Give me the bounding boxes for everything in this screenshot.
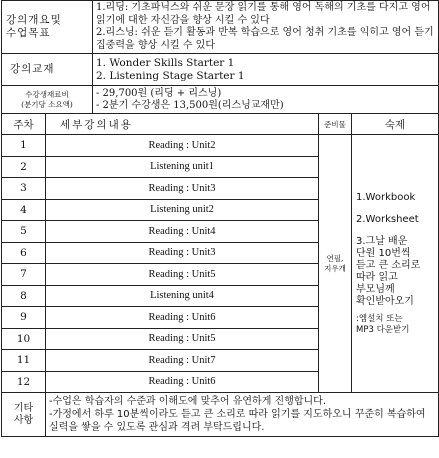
textbook-item-1: 1. Wonder Skills Starter 1 bbox=[96, 57, 235, 69]
week-content: Reading : Unit6 bbox=[46, 307, 319, 329]
homework-item-2: 2.Worksheet bbox=[356, 214, 419, 225]
homework-item-3-line4: 따라 읽고 bbox=[356, 272, 398, 283]
textbook-list-cell bbox=[93, 54, 439, 86]
week-number: 3 bbox=[2, 178, 46, 200]
week-content: Reading : Unit4 bbox=[46, 221, 319, 243]
schedule-header-row bbox=[2, 114, 439, 135]
goals-label-cell bbox=[2, 1, 93, 54]
notes-row bbox=[2, 393, 439, 437]
homework-item-3-line2: 단원 10번씩 bbox=[356, 248, 411, 259]
week-content: Reading : Unit2 bbox=[46, 135, 319, 157]
homework-item-3-line1: 3.그날 배운 bbox=[356, 236, 408, 247]
week-content: Listening unit1 bbox=[46, 156, 319, 178]
week-row bbox=[2, 135, 439, 157]
week-content: Listening unit4 bbox=[46, 285, 319, 307]
prep-item-eraser: 지우개 bbox=[324, 263, 346, 273]
homework-note-line2: MP3 다운받기 bbox=[356, 324, 410, 335]
fee-label-line1: 수강생재료비 bbox=[25, 89, 69, 99]
week-number: 9 bbox=[2, 307, 46, 329]
fee-line-1: - 29,700원 (리딩 + 리스닝) bbox=[96, 87, 222, 99]
prep-item-pencil: 연필, bbox=[326, 253, 344, 263]
notes-line-1: -수업은 학습자의 수준과 이해도에 맞추어 유연하게 진행합니다. bbox=[49, 396, 327, 407]
week-number: 7 bbox=[2, 264, 46, 286]
fee-label-line2: (분기당 소요액) bbox=[21, 99, 73, 109]
notes-line-2: -가정에서 하루 10분씩이라도 듣고 큰 소리로 따라 읽기를 지도하오니 꾸준히 복습하여 실력을 쌓을 수 있도록 관심과 격려 부탁드립니다. bbox=[49, 409, 426, 433]
textbook-row bbox=[2, 54, 439, 86]
notes-label-line1: 기타 bbox=[13, 402, 34, 414]
week-number: 5 bbox=[2, 221, 46, 243]
fee-label-cell bbox=[2, 86, 93, 114]
prep-items-cell bbox=[319, 135, 352, 393]
textbook-label-cell bbox=[2, 54, 93, 86]
fee-row bbox=[2, 86, 439, 114]
notes-label-line2: 사항 bbox=[13, 414, 34, 426]
week-content: Reading : Unit7 bbox=[46, 350, 319, 372]
fee-line-2: - 2분기 수강생은 13,500원(리스닝교재만) bbox=[96, 99, 284, 111]
week-number: 1 bbox=[2, 135, 46, 157]
notes-label-cell bbox=[2, 393, 46, 437]
homework-item-3-line6: 확인받아오기 bbox=[356, 296, 414, 307]
week-content: Reading : Unit3 bbox=[46, 242, 319, 264]
homework-item-1: 1.Workbook bbox=[356, 192, 416, 203]
week-number: 2 bbox=[2, 156, 46, 178]
header-homework: 숙제 bbox=[352, 114, 439, 135]
homework-note-line1: :엠설치 또는 bbox=[356, 314, 403, 324]
week-content: Listening unit2 bbox=[46, 199, 319, 221]
homework-cell bbox=[352, 135, 439, 393]
goals-row bbox=[2, 1, 439, 54]
week-content: Reading : Unit5 bbox=[46, 264, 319, 286]
week-content: Reading : Unit5 bbox=[46, 328, 319, 350]
lesson-plan-table bbox=[1, 0, 439, 437]
fee-text-cell bbox=[93, 86, 439, 114]
week-number: 8 bbox=[2, 285, 46, 307]
goal-listening: 2.리스닝: 쉬운 듣기 활동과 반복 학습으로 영어 청취 기초를 익히고 영어 듣기 집중력을 향상 시킬 수 있다 bbox=[96, 27, 434, 51]
week-number: 11 bbox=[2, 350, 46, 372]
textbook-item-2: 2. Listening Stage Starter 1 bbox=[96, 69, 245, 82]
week-number: 6 bbox=[2, 242, 46, 264]
header-prep: 준비물 bbox=[319, 114, 352, 135]
homework-item-3-line3: 듣고 큰 소리로 bbox=[356, 260, 421, 271]
homework-item-3-line5: 부모님께 bbox=[356, 284, 395, 295]
week-number: 10 bbox=[2, 328, 46, 350]
header-content: 세부강의내용 bbox=[46, 114, 319, 135]
week-content: Reading : Unit3 bbox=[46, 178, 319, 200]
week-number: 4 bbox=[2, 199, 46, 221]
week-number: 12 bbox=[2, 371, 46, 393]
goals-label-line1: 강의개요및 bbox=[6, 14, 62, 26]
notes-text-cell bbox=[46, 393, 439, 437]
textbook-label: 강의교재 bbox=[10, 63, 55, 75]
header-week: 주차 bbox=[2, 114, 46, 135]
goal-reading: 1.리딩: 기초파닉스와 쉬운 문장 읽기를 통해 영어 독해의 기초를 다지고 영어 읽기에 대한 자신감을 향상 시킬 수 있다 bbox=[96, 2, 431, 26]
goals-label-line2: 수업목표 bbox=[6, 27, 51, 39]
goals-text-cell bbox=[93, 1, 439, 54]
week-content: Reading : Unit6 bbox=[46, 371, 319, 393]
